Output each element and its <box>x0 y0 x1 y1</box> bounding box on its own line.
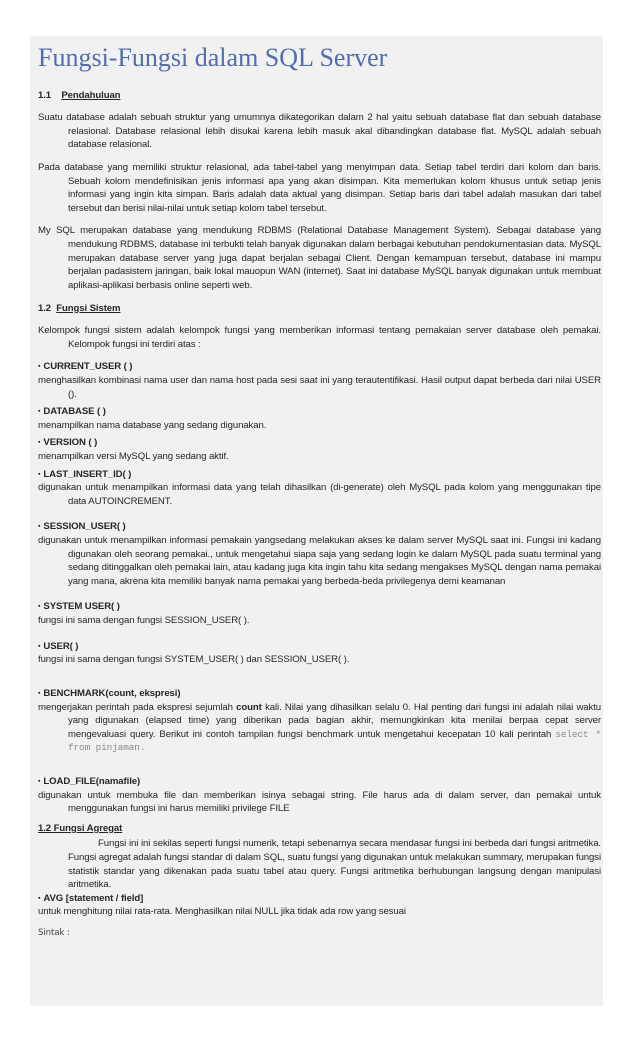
section-number: 1.2 <box>38 302 52 314</box>
bullet-icon: ▪ <box>38 642 41 650</box>
paragraph: Suatu database adalah sebuah struktur yang umumnya dikategorikan dalam 2 hal yaitu sebuah database flat dan sebuah database relasional. Database relasional lebih disukai karena lebih masuk akal dibandingkan database flat. MySQL adalah sebuah database relasional. <box>38 112 601 151</box>
section-heading-fungsi-sistem <box>38 302 601 316</box>
function-description: digunakan untuk membuka file dan memberikan isinya sebagai string. File harus ada di dalam server, dan pemakai untuk menggunakan fungsi ini harus memiliki privilege FILE <box>38 789 601 815</box>
document-page <box>30 36 603 1006</box>
section-heading-pendahuluan <box>38 89 601 103</box>
bullet-icon: ▪ <box>38 439 41 447</box>
paragraph: My SQL merupakan database yang mendukung RDBMS (Relational Database Management System). Sebagai database yang mendukung RDBMS, database ini terbukti telah banyak digunakan dalam berbagai kebutuhan pendokumentasian data. MySQL merupakan database server yang juga dapat berjalan sebagai Client. Dengan kemampuan tersebut, database ini mampu berjalan padasistem jaringan, baik lokal mauopun WAN (internet). Saat ini database MySQL banyak digunakan untuk membuat aplikasi-aplikasi berbasis online seperti web. <box>38 225 601 291</box>
function-title-load-file: ▪ LOAD_FILE(namafile) <box>38 775 141 787</box>
section-number: 1.1 <box>38 89 52 101</box>
paragraph: Pada database yang memiliki struktur relasional, ada tabel-tabel yang menyimpan data. Setiap tabel terdiri dari kolom dan baris. Sebuah kolom mendefinisikan jenis informasi apa yang akan disimpan. Kita memerlukan kolom khusus untuk setiap jenis informasi yang ingin kita simpan. Baris adalah data aktual yang disimpan. Setiap baris dari tabel adalah masukan dari tabel tersebut dan berisi nilai-nilai untuk setiap kolom tabel tersebut. <box>38 162 601 214</box>
paragraph: Kelompok fungsi sistem adalah kelompok fungsi yang memberikan informasi tentang pemakaian server database oleh pemakai. Kelompok fungsi ini terdiri atas : <box>38 325 601 350</box>
function-description: menampilkan nama database yang sedang digunakan. <box>38 419 267 431</box>
paragraph: Fungsi ini ini sekilas seperti fungsi numerik, tetapi sebenarnya secara mendasar fungsi ini berbeda dari fungsi aritmetika. Fungsi agregat adalah fungsi standar di dalam SQL, suatu fungsi yang digunakan untuk melakukan summary, merupakan fungsi statistik standar yang dikenakan pada suatu tabel atau query. Fungsi aritmetika berhubungan langsung dengan manipulasi aritmetika. <box>68 838 601 891</box>
spacer <box>38 632 601 640</box>
function-description: fungsi ini sama dengan fungsi SESSION_USER( ). <box>38 615 250 627</box>
document-title: Fungsi-Fungsi dalam SQL Server <box>38 43 388 72</box>
count-keyword: count <box>236 701 262 713</box>
function-description: menampilkan versi MySQL yang sedang aktif. <box>38 451 229 462</box>
spacer <box>38 592 601 600</box>
bullet-icon: ▪ <box>38 777 41 785</box>
bullet-icon: ▪ <box>38 363 41 371</box>
function-title-benchmark: ▪ BENCHMARK(count, ekspresi) <box>38 687 181 699</box>
function-title-system-user: ▪ SYSTEM USER( ) <box>38 601 120 613</box>
function-title-version: ▪ VERSION ( ) <box>38 437 98 449</box>
function-description: menghasilkan kombinasi nama user dan nama host pada sesi saat ini yang terautentifikasi. Hasil output dapat berbeda dari nilai USER (). <box>38 374 601 400</box>
bullet-icon: ▪ <box>38 523 41 531</box>
function-title-database: ▪ DATABASE ( ) <box>38 406 106 418</box>
function-description: fungsi ini sama dengan fungsi SYSTEM_USER( ) dan SESSION_USER( ). <box>38 654 350 666</box>
function-description: untuk menghitung nilai rata-rata. Menghasilkan nilai NULL jika tidak ada row yang sesuai <box>38 906 406 918</box>
section-title: Pendahuluan <box>61 89 121 101</box>
bullet-icon: ▪ <box>38 408 41 416</box>
function-description: digunakan untuk menampilkan informasi pemakain yangsedang melakukan akses ke dalam server MySQL saat ini. Fungsi ini kadang digunakan oleh seorang pemakai., untuk mengetahui siapa saja yang sedang login ke dalam MySQL pada suatu terminal yang sedang ditinggalkan oleh pemakai lain, atau kadang juga kita ingin tahu kita sedang mengakses MySQL dengan nama pemakai yang mana, akrena kita memiliki banyak nama pemakai yang berbeda-beda privilegenya demi keamanan <box>38 535 601 587</box>
sintak-label: Sintak : <box>38 928 70 939</box>
bullet-icon: ▪ <box>38 603 41 611</box>
bullet-icon: ▪ <box>38 689 41 697</box>
function-title-last-insert-id: ▪ LAST_INSERT_ID( ) <box>38 468 132 480</box>
function-description-benchmark: mengerjakan perintah pada ekspresi sejumlah count kali. Nilai yang dihasilkan selalu 0. Hal penting dari fungsi ini adalah nilai waktu yang digunakan (elapsed time) yang diberikan pada bagian akhir, memungkinkan kita menilai berpaa cepat server mengevaluasi query. Berikut ini contoh tampilan fungsi benchmark untuk mengetahui kecepatan 10 kali perintah select * from pinjaman. <box>38 701 602 754</box>
document-content <box>38 40 601 939</box>
section-title: Fungsi Sistem <box>56 302 121 314</box>
function-title-avg: ▪ AVG [statement / field] <box>38 892 144 904</box>
bullet-icon: ▪ <box>38 470 41 478</box>
function-title-session-user: ▪ SESSION_USER( ) <box>38 521 126 533</box>
function-title-current-user: ▪ CURRENT_USER ( ) <box>38 361 133 373</box>
spacer <box>38 759 601 775</box>
spacer <box>38 512 601 520</box>
section-heading-fungsi-agregat: 1.2 Fungsi Agregat <box>38 822 123 834</box>
function-description: digunakan untuk menampilkan informasi data yang telah dihasilkan (di-generate) oleh MySQL pada kolom yang menggunakan tipe data AUTOINCREMENT. <box>38 482 601 507</box>
function-title-user: ▪ USER( ) <box>38 640 79 652</box>
code-snippet: select * from pinjaman <box>68 728 601 754</box>
spacer <box>38 671 601 687</box>
bullet-icon: ▪ <box>38 894 41 902</box>
